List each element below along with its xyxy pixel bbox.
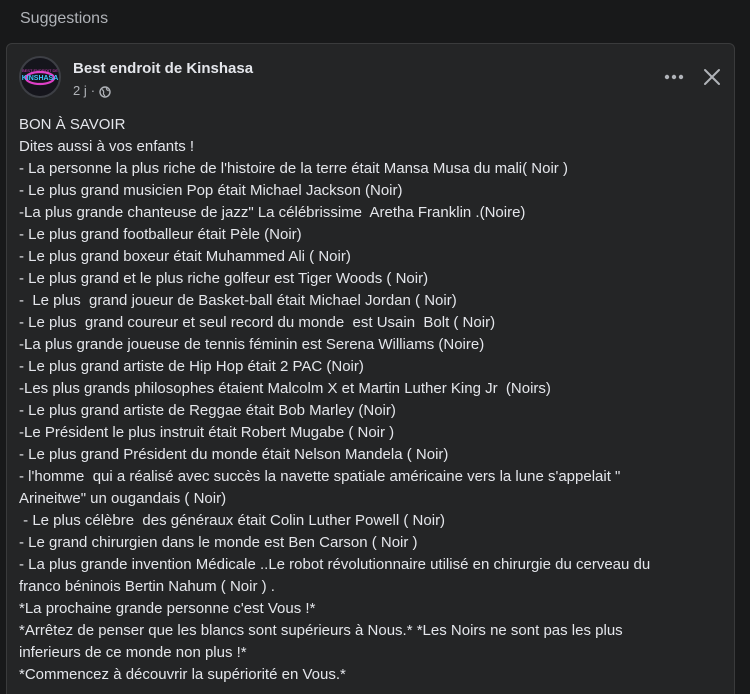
post-line: - Le grand chirurgien dans le monde est Ben Carson ( Noir ) [19, 534, 418, 551]
post-text [19, 114, 725, 686]
post-line: -La plus grande joueuse de tennis féminin est Serena Williams (Noire) [19, 336, 485, 353]
page-name[interactable]: Best endroit de Kinshasa [73, 60, 254, 77]
post-line: - Le plus célèbre des généraux était Colin Luther Powell ( Noir) [19, 512, 446, 529]
post-line: - Le plus grand artiste de Reggae était Bob Marley (Noir) [19, 402, 396, 419]
post-line: Dites aussi à vos enfants ! [19, 138, 195, 155]
globe-icon [99, 85, 111, 97]
post-line: franco béninois Bertin Nahum ( Noir ) . [19, 578, 275, 595]
post-line: inferieurs de ce monde non plus !* [19, 644, 247, 661]
page-avatar[interactable] [19, 56, 61, 98]
logo-text-top: BEST ENDROIT DE [21, 68, 59, 73]
post-line: *La prochaine grande personne c'est Vous !* [19, 600, 316, 617]
post-line: - La personne la plus riche de l'histoire de la terre était Mansa Musa du mali( Noir ) [19, 160, 568, 177]
post-meta [73, 82, 111, 100]
post-line: - Le plus grand joueur de Basket-ball était Michael Jordan ( Noir) [19, 292, 457, 309]
close-button[interactable] [697, 62, 727, 92]
post-line: -Les plus grands philosophes étaient Malcolm X et Martin Luther King Jr (Noirs) [19, 380, 551, 397]
more-options-button[interactable] [659, 62, 689, 92]
post-line: *Commencez à découvrir la supériorité en Vous.* [19, 666, 346, 683]
post-timestamp[interactable]: 2 j [73, 83, 87, 98]
suggestions-header: Suggestions [20, 10, 109, 27]
post-line: - Le plus grand coureur et seul record du monde est Usain Bolt ( Noir) [19, 314, 496, 331]
close-icon [703, 68, 721, 86]
post-line: - Le plus grand et le plus riche golfeur est Tiger Woods ( Noir) [19, 270, 429, 287]
post-line: - Le plus grand boxeur était Muhammed Ali ( Noir) [19, 248, 351, 265]
page-logo [21, 58, 59, 96]
post-line: BON À SAVOIR [19, 116, 126, 133]
post-line: - l'homme qui a réalisé avec succès la navette spatiale américaine vers la lune s'appelait " [19, 468, 621, 485]
post-line: -La plus grande chanteuse de jazz" La célébrissime Aretha Franklin .(Noire) [19, 204, 526, 221]
post-line: *Arrêtez de penser que les blancs sont supérieurs à Nous.* *Les Noirs ne sont pas les plus [19, 622, 623, 639]
post-line: - La plus grande invention Médicale ..Le robot révolutionnaire utilisé en chirurgie du cerveau du [19, 556, 651, 573]
post-line: - Le plus grand footballeur était Pèle (Noir) [19, 226, 302, 243]
post-card [6, 43, 735, 694]
more-horizontal-icon [664, 74, 684, 80]
post-line: Arineitwe" un ougandais ( Noir) [19, 490, 227, 507]
logo-text-main: KINSHASA [21, 75, 59, 82]
meta-separator: · [90, 83, 96, 98]
post-line: - Le plus grand Président du monde était Nelson Mandela ( Noir) [19, 446, 449, 463]
post-line: - Le plus grand musicien Pop était Michael Jackson (Noir) [19, 182, 403, 199]
post-line: -Le Président le plus instruit était Robert Mugabe ( Noir ) [19, 424, 395, 441]
post-line: - Le plus grand artiste de Hip Hop était 2 PAC (Noir) [19, 358, 364, 375]
